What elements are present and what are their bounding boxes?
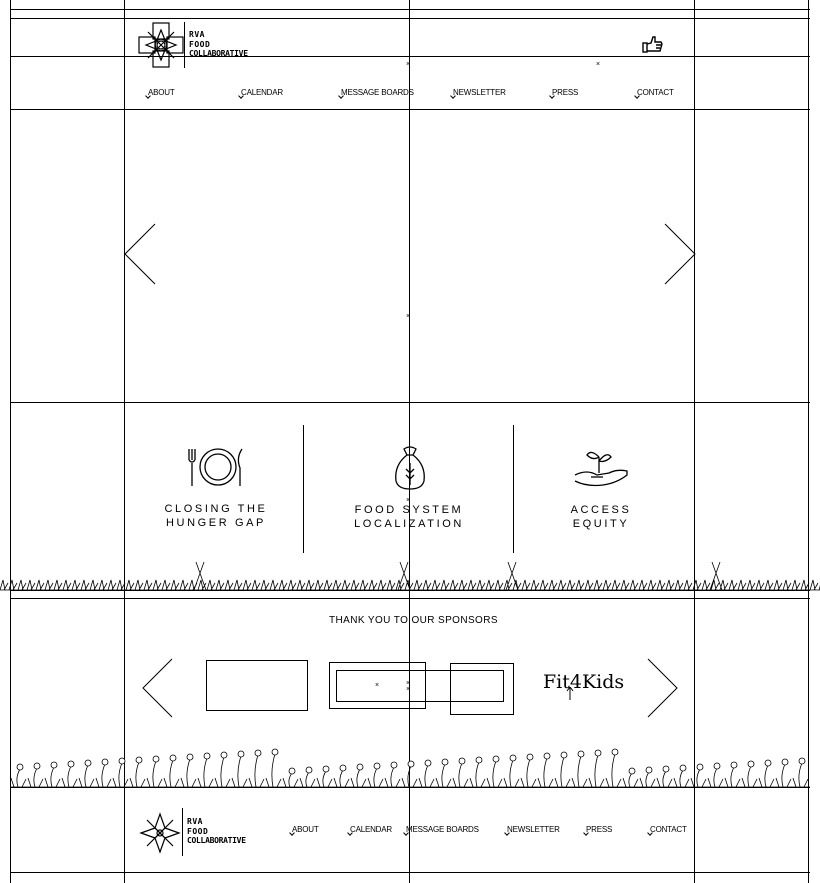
placeholder-mark: × bbox=[406, 61, 411, 68]
logo-flower-icon bbox=[138, 22, 184, 68]
logo-flower-icon bbox=[139, 812, 181, 854]
guide-line bbox=[10, 56, 810, 57]
footer-logo-line-3: COLLABORATIVE bbox=[187, 836, 246, 845]
plate-fork-knife-icon bbox=[184, 446, 248, 488]
sponsor-fit4kids-logo[interactable]: Fit4Kids bbox=[543, 671, 625, 693]
logo[interactable] bbox=[138, 22, 184, 68]
chevron-right-icon bbox=[645, 657, 679, 719]
feature-hunger-label: CLOSING THE HUNGER GAP bbox=[164, 503, 268, 529]
logo-line-1: RVA bbox=[189, 30, 205, 39]
footer-nav-calendar[interactable]: CALENDAR bbox=[350, 825, 392, 834]
guide-line bbox=[10, 872, 810, 873]
guide-line bbox=[10, 402, 810, 403]
chevron-left-icon bbox=[141, 657, 175, 719]
nav-contact[interactable]: CONTACT bbox=[637, 88, 674, 97]
grain-sack-icon bbox=[392, 445, 428, 491]
grass-border bbox=[0, 558, 820, 594]
footer-logo-line-2: FOOD bbox=[187, 827, 209, 836]
flower-border bbox=[10, 744, 810, 790]
guide-line bbox=[10, 9, 810, 10]
sponsor-logo-3[interactable] bbox=[450, 663, 514, 715]
thumbs-up-icon bbox=[642, 35, 664, 53]
hand-sprout-icon bbox=[573, 445, 629, 489]
guide-line bbox=[10, 109, 810, 110]
feature-hunger-icon-wrap bbox=[184, 446, 248, 488]
feature-divider bbox=[513, 425, 514, 553]
logo-line-2: FOOD bbox=[189, 40, 211, 49]
grass-decoration-icon bbox=[0, 558, 820, 594]
feature-localization-label: FOOD SYSTEM LOCALIZATION bbox=[354, 504, 464, 530]
feature-equity-label: ACCESS EQUITY bbox=[570, 504, 632, 530]
logo-line-3: COLLABORATIVE bbox=[189, 49, 248, 58]
placeholder-mark: × bbox=[375, 682, 380, 689]
footer-nav-about[interactable]: ABOUT bbox=[292, 825, 319, 834]
footer-nav-message-boards[interactable]: MESSAGE BOARDS bbox=[406, 825, 479, 834]
hero-placeholder-mark: × bbox=[406, 313, 411, 320]
sponsor-logo-1[interactable] bbox=[206, 660, 308, 711]
nav-calendar[interactable]: CALENDAR bbox=[241, 88, 283, 97]
feature-localization-icon-wrap bbox=[392, 445, 428, 491]
footer-logo[interactable] bbox=[139, 812, 181, 854]
like-button[interactable] bbox=[642, 35, 664, 53]
sponsors-title: THANK YOU TO OUR SPONSORS bbox=[329, 615, 498, 626]
hero-prev-button[interactable] bbox=[124, 222, 158, 286]
footer-logo-divider bbox=[182, 808, 183, 856]
footer-nav-press[interactable]: PRESS bbox=[586, 825, 613, 834]
feature-equity-icon-wrap bbox=[573, 445, 629, 489]
nav-newsletter[interactable]: NEWSLETTER bbox=[453, 88, 506, 97]
chevron-right-icon bbox=[662, 222, 696, 286]
nav-about[interactable]: ABOUT bbox=[148, 88, 175, 97]
placeholder-mark: × bbox=[406, 497, 411, 504]
logo-divider bbox=[184, 22, 185, 68]
footer-nav-contact[interactable]: CONTACT bbox=[650, 825, 687, 834]
hero-next-button[interactable] bbox=[662, 222, 696, 286]
sponsors-next-button[interactable] bbox=[645, 657, 679, 719]
nav-press[interactable]: PRESS bbox=[552, 88, 579, 97]
placeholder-mark: × bbox=[406, 680, 411, 687]
sponsors-prev-button[interactable] bbox=[141, 657, 175, 719]
flower-decoration-icon bbox=[10, 744, 810, 790]
guide-line bbox=[10, 18, 810, 19]
placeholder-mark: × bbox=[596, 61, 601, 68]
placeholder-mark: × bbox=[406, 686, 411, 693]
cursor-icon bbox=[566, 687, 574, 701]
footer-nav-newsletter[interactable]: NEWSLETTER bbox=[507, 825, 560, 834]
guide-line bbox=[10, 598, 810, 599]
nav-message-boards[interactable]: MESSAGE BOARDS bbox=[341, 88, 414, 97]
footer-logo-line-1: RVA bbox=[187, 817, 203, 826]
feature-divider bbox=[303, 425, 304, 553]
chevron-left-icon bbox=[124, 222, 158, 286]
